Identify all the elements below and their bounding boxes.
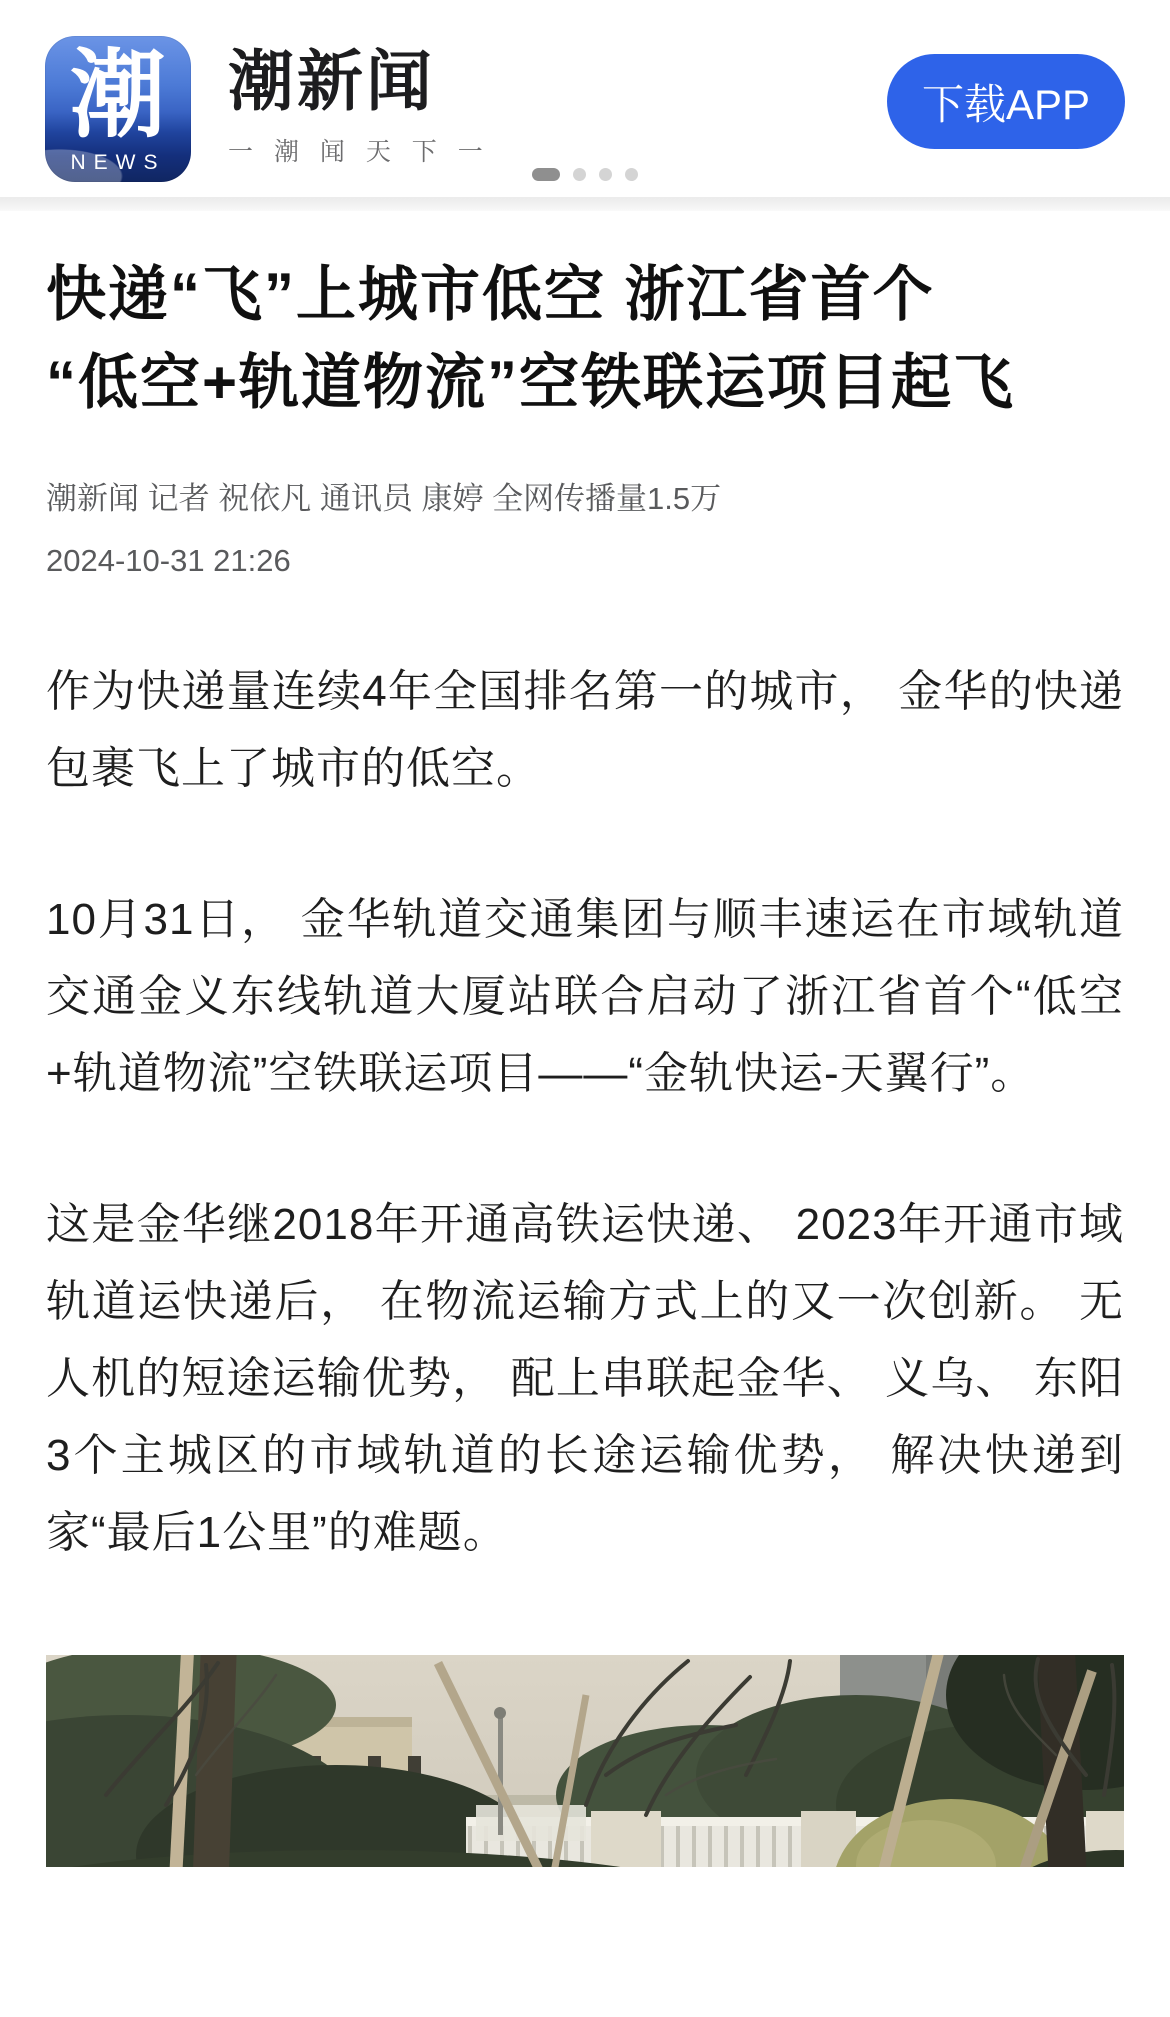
app-tagline: 一 潮 闻 天 下 一 <box>228 138 490 166</box>
carousel-dot-active[interactable] <box>532 168 560 181</box>
logo-character: 潮 <box>70 42 166 149</box>
article-body <box>46 653 1124 1571</box>
article-byline: 潮新闻 记者 祝依凡 通讯员 康婷 全网传播量1.5万 <box>46 481 722 516</box>
brand-block <box>228 44 490 168</box>
article-title-line1: 快递“飞”上城市低空 浙江省首个 <box>46 261 935 328</box>
logo-news-text: NEWS <box>70 151 166 174</box>
article-paragraph: 10月31日， 金华轨道交通集团与顺丰速运在市域轨道交通金义东线轨道大厦站联合启动了浙江省首个“低空+轨道物流”空铁联运项目——“金轨快运-天翼行”。 <box>46 895 1124 1098</box>
header-divider-band <box>0 197 1170 211</box>
article-date: 2024-10-31 21:26 <box>46 543 291 578</box>
app-name: 潮新闻 <box>228 44 435 118</box>
article-title <box>46 251 1124 427</box>
carousel-dot[interactable] <box>573 168 586 181</box>
download-app-button[interactable]: 下载APP <box>887 54 1125 149</box>
carousel-dot[interactable] <box>599 168 612 181</box>
carousel-dot[interactable] <box>625 168 638 181</box>
article-title-line2: “低空+轨道物流”空铁联运项目起飞 <box>46 349 1016 416</box>
chao-news-logo[interactable] <box>45 36 191 182</box>
article-photo[interactable] <box>46 1655 1124 1867</box>
article-paragraph: 作为快递量连续4年全国排名第一的城市， 金华的快递包裹飞上了城市的低空。 <box>46 667 1124 793</box>
site-header <box>0 0 1170 197</box>
carousel-dots <box>0 168 1170 181</box>
article <box>0 251 1170 1867</box>
article-paragraph: 这是金华继2018年开通高铁运快递、 2023年开通市域轨道运快递后， 在物流运输方式上的又一次创新。 无人机的短途运输优势， 配上串联起金华、 义乌、 东阳3个主城区的市域轨道的长途运输优势， 解决快递到家“最后1公里”的难题。 <box>46 1200 1124 1557</box>
